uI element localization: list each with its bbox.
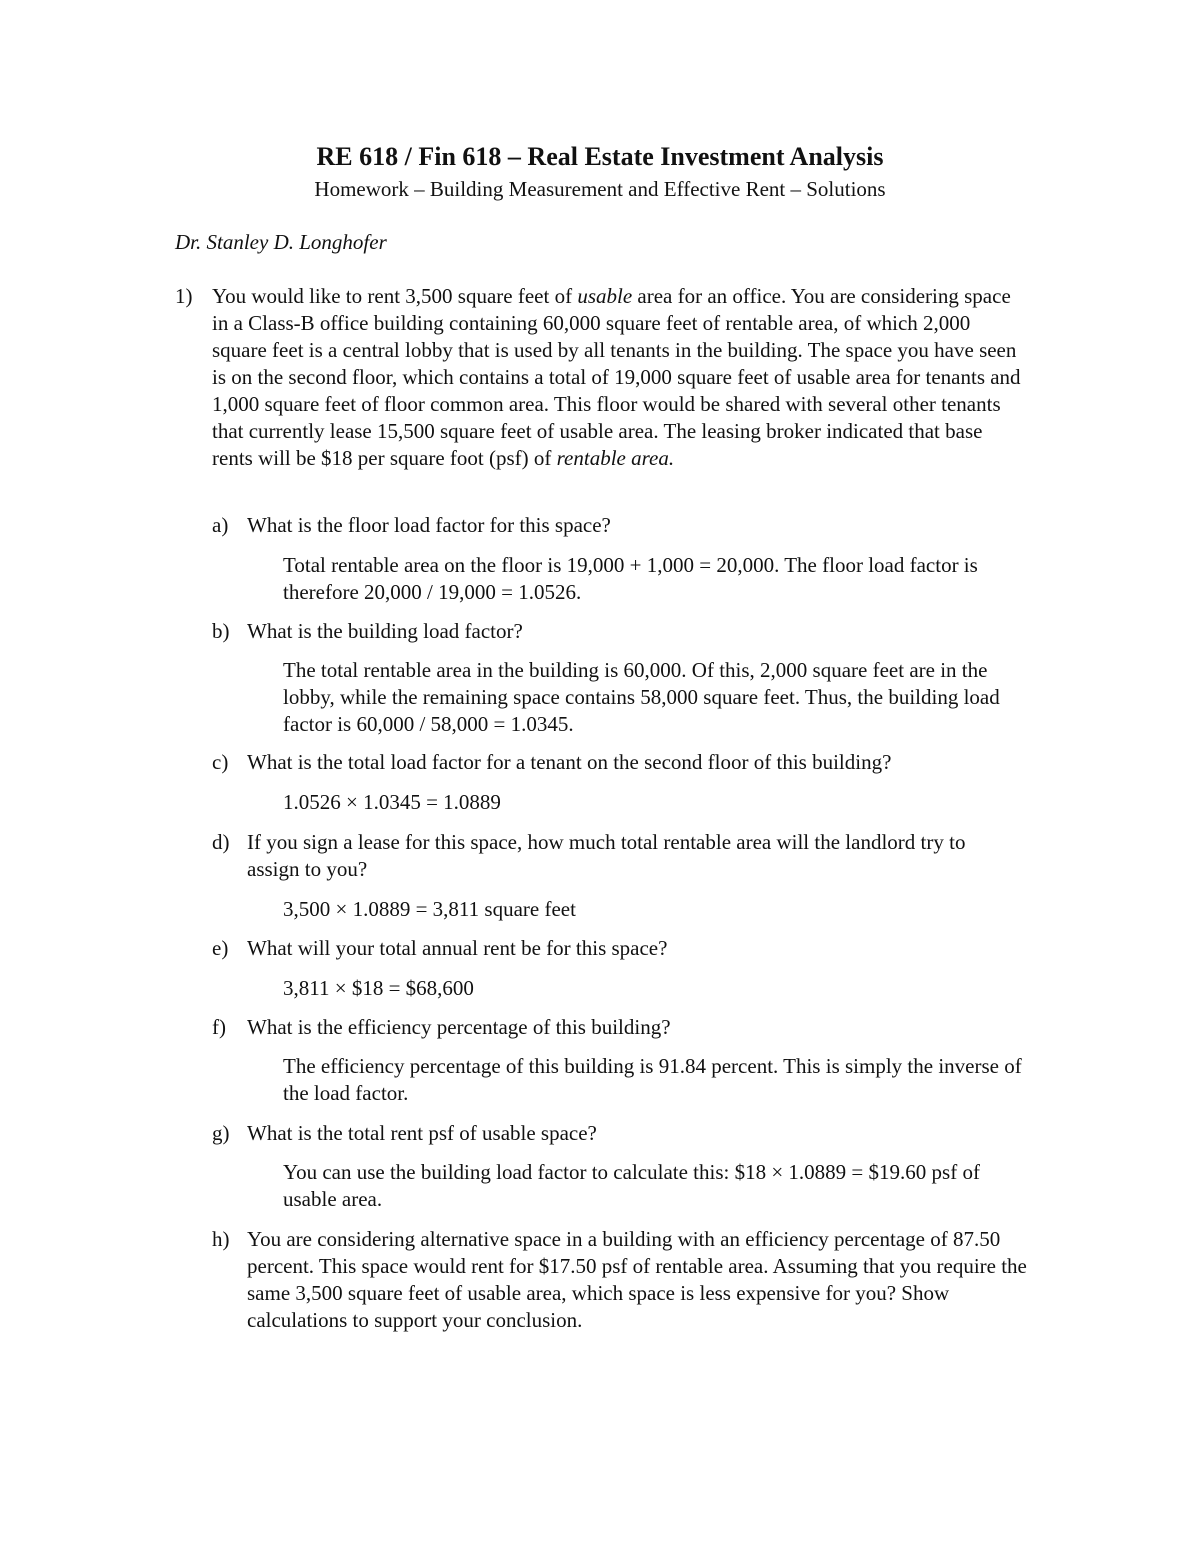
part-c-answer: 1.0526 × 1.0345 = 1.0889 — [283, 790, 501, 814]
part-d-letter: d) — [212, 830, 230, 854]
part-d-answer: 3,500 × 1.0889 = 3,811 square feet — [283, 897, 576, 921]
part-f-question: What is the efficiency percentage of this building? — [247, 1015, 671, 1039]
page-subtitle: Homework – Building Measurement and Effective Rent – Solutions — [314, 177, 886, 201]
part-a-question: What is the floor load factor for this space? — [247, 513, 611, 537]
question-text — [212, 283, 1027, 472]
question-text-part1: You would like to rent 3,500 square feet of — [212, 284, 578, 308]
part-e-answer: 3,811 × $18 = $68,600 — [283, 976, 474, 1000]
part-e-question: What will your total annual rent be for this space? — [247, 936, 668, 960]
part-b-answer: The total rentable area in the building is 60,000. Of this, 2,000 square feet are in the lobby, while the remaining space contains 58,000 square feet. Thus, the building load factor is 60,000 / 58,000 = 1.0345. — [283, 658, 1000, 736]
author-name: Dr. Stanley D. Longhofer — [175, 230, 387, 254]
part-b-letter: b) — [212, 619, 230, 643]
part-b-question: What is the building load factor? — [247, 619, 523, 643]
part-f-answer: The efficiency percentage of this building is 91.84 percent. This is simply the inverse of the load factor. — [283, 1054, 1022, 1105]
part-f-letter: f) — [212, 1015, 226, 1039]
part-a-letter: a) — [212, 513, 229, 537]
part-h-question: You are considering alternative space in a building with an efficiency percentage of 87.50 percent. This space would rent for $17.50 psf of rentable area. Assuming that you require the same 3,500 square feet of usable area, which space is less expensive for you? Show calculations to support your conclusion. — [247, 1227, 1027, 1332]
part-c-letter: c) — [212, 750, 229, 774]
part-h-letter: h) — [212, 1227, 230, 1251]
question-text-part2: area for an office. You are considering space in a Class-B office building containing 60,000 square feet of rentable area, of which 2,000 square feet is a central lobby that is used by all tenants in the building. The space you have seen is on the second floor, which contains a total of 19,000 square feet of usable area for tenants and 1,000 square feet of floor common area. This floor would be shared with several other tenants that currently lease 15,500 square feet of usable area. The leasing broker indicated that base rents will be $18 per square foot (psf) of — [212, 284, 1021, 470]
usable-emphasis: usable — [577, 284, 633, 308]
part-g-answer: You can use the building load factor to calculate this: $18 × 1.0889 = $19.60 psf of usable area. — [283, 1160, 980, 1211]
part-e-letter: e) — [212, 936, 229, 960]
question-number: 1) — [175, 284, 193, 308]
part-c-question: What is the total load factor for a tenant on the second floor of this building? — [247, 750, 892, 774]
part-g-letter: g) — [212, 1121, 230, 1145]
part-g-question: What is the total rent psf of usable space? — [247, 1121, 597, 1145]
rentable-emphasis: rentable area. — [556, 446, 675, 470]
part-d-question: If you sign a lease for this space, how much total rentable area will the landlord try to assign to you? — [247, 830, 966, 881]
part-a-answer: Total rentable area on the floor is 19,000 + 1,000 = 20,000. The floor load factor is therefore 20,000 / 19,000 = 1.0526. — [283, 553, 978, 604]
page-title: RE 618 / Fin 618 – Real Estate Investment Analysis — [316, 142, 884, 171]
